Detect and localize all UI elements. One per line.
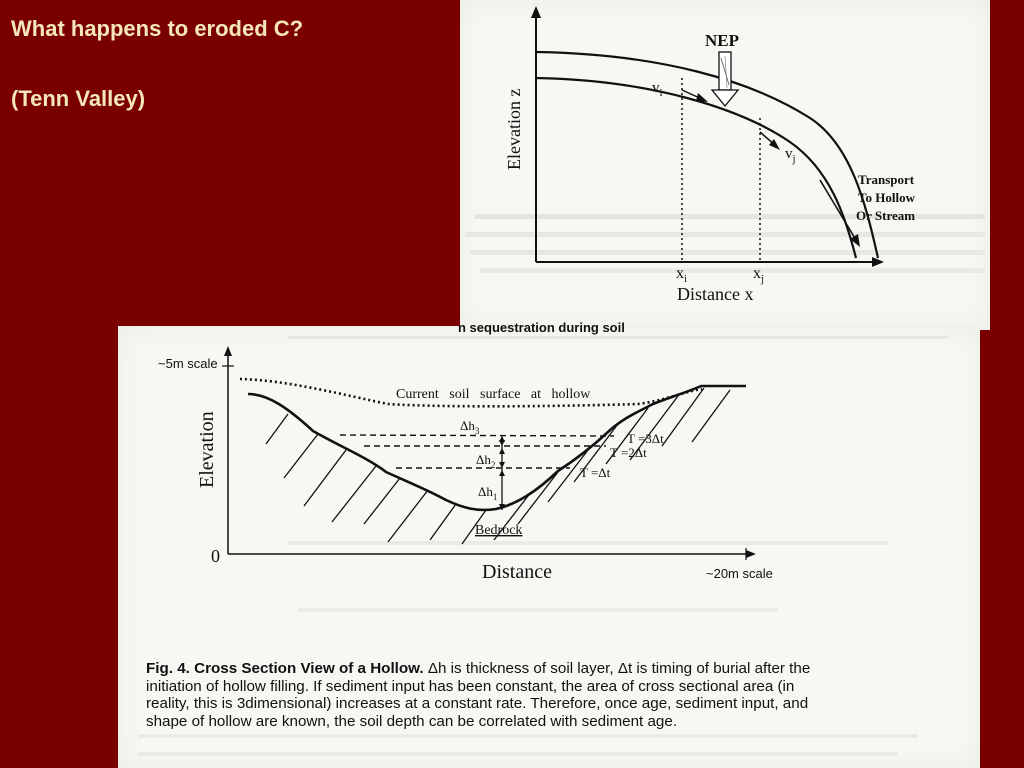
scale-y-label: ~5m scale xyxy=(158,356,218,371)
slide-subtitle: (Tenn Valley) xyxy=(11,86,146,111)
soil-surface-curve xyxy=(536,52,878,258)
transport-arrow xyxy=(820,180,856,240)
vi-arrowhead xyxy=(696,93,708,102)
xi-label: $x_i$ xyxy=(676,265,688,285)
xj-label: $x_j$ xyxy=(753,265,765,285)
dh1-label: $\Delta h_1$ xyxy=(478,484,498,502)
y-axis-label: Elevation z xyxy=(504,88,524,170)
dh1-top-arrow xyxy=(499,470,505,476)
dh3-bottom-arrow xyxy=(499,440,505,446)
caption-line-2: initiation of hollow filling. If sediment input has been constant, the area of cross sectional area (in xyxy=(146,677,795,695)
bedrock-label: Bedrock xyxy=(475,523,523,538)
origin-label: 0 xyxy=(211,546,220,566)
dh3-label: $\Delta h_3$ xyxy=(460,418,480,436)
cropped-fragment-text: n sequestration during soil xyxy=(458,320,625,335)
transport-label: Transport To Hollow Or Stream xyxy=(856,172,916,223)
surface-label: Current soil surface at hollow xyxy=(396,387,591,402)
caption-line-1: Δh is thickness of soil layer, Δt is timing of burial after the xyxy=(423,660,811,677)
x-axis-arrow xyxy=(872,257,884,267)
nep-arrow-icon xyxy=(712,52,738,106)
nep-label: NEP xyxy=(705,31,739,50)
bedrock-hatching xyxy=(266,388,730,544)
dh2-top-arrow xyxy=(499,448,505,454)
t2-label: T =2Δt xyxy=(610,445,647,460)
caption-line-3: reality, this is 3dimensional) increases at a constant rate. Therefore, once age, sediment input, and xyxy=(146,695,809,712)
hollow-figure-scan xyxy=(118,320,980,768)
distance-axis-arrow xyxy=(746,550,756,558)
dh2-label: $\Delta h_2$ xyxy=(476,452,496,470)
figure-caption xyxy=(146,660,936,730)
scale-x-label: ~20m scale xyxy=(706,566,773,581)
distance-label: Distance xyxy=(482,561,552,583)
x-axis-label: Distance x xyxy=(677,284,754,304)
hillslope-figure-scan xyxy=(460,0,990,330)
soil-base-curve xyxy=(536,78,856,258)
caption-title: Fig. 4. Cross Section View of a Hollow. xyxy=(146,660,424,677)
elevation-axis-arrow xyxy=(224,346,232,356)
vj-label: $v_j$ xyxy=(785,146,796,165)
t3-label: T =3Δt xyxy=(627,431,664,446)
dh2-bottom-arrow xyxy=(499,462,505,468)
slide-title: What happens to eroded C? xyxy=(11,16,304,41)
hillslope-diagram xyxy=(460,0,990,330)
y-axis-arrow xyxy=(531,6,541,18)
t1-label: T =Δt xyxy=(580,465,611,480)
caption-line-4: shape of hollow are known, the soil depth can be correlated with sediment age. xyxy=(146,712,678,730)
vi-label: $v_i$ xyxy=(652,80,663,99)
elevation-label: Elevation xyxy=(196,411,218,488)
